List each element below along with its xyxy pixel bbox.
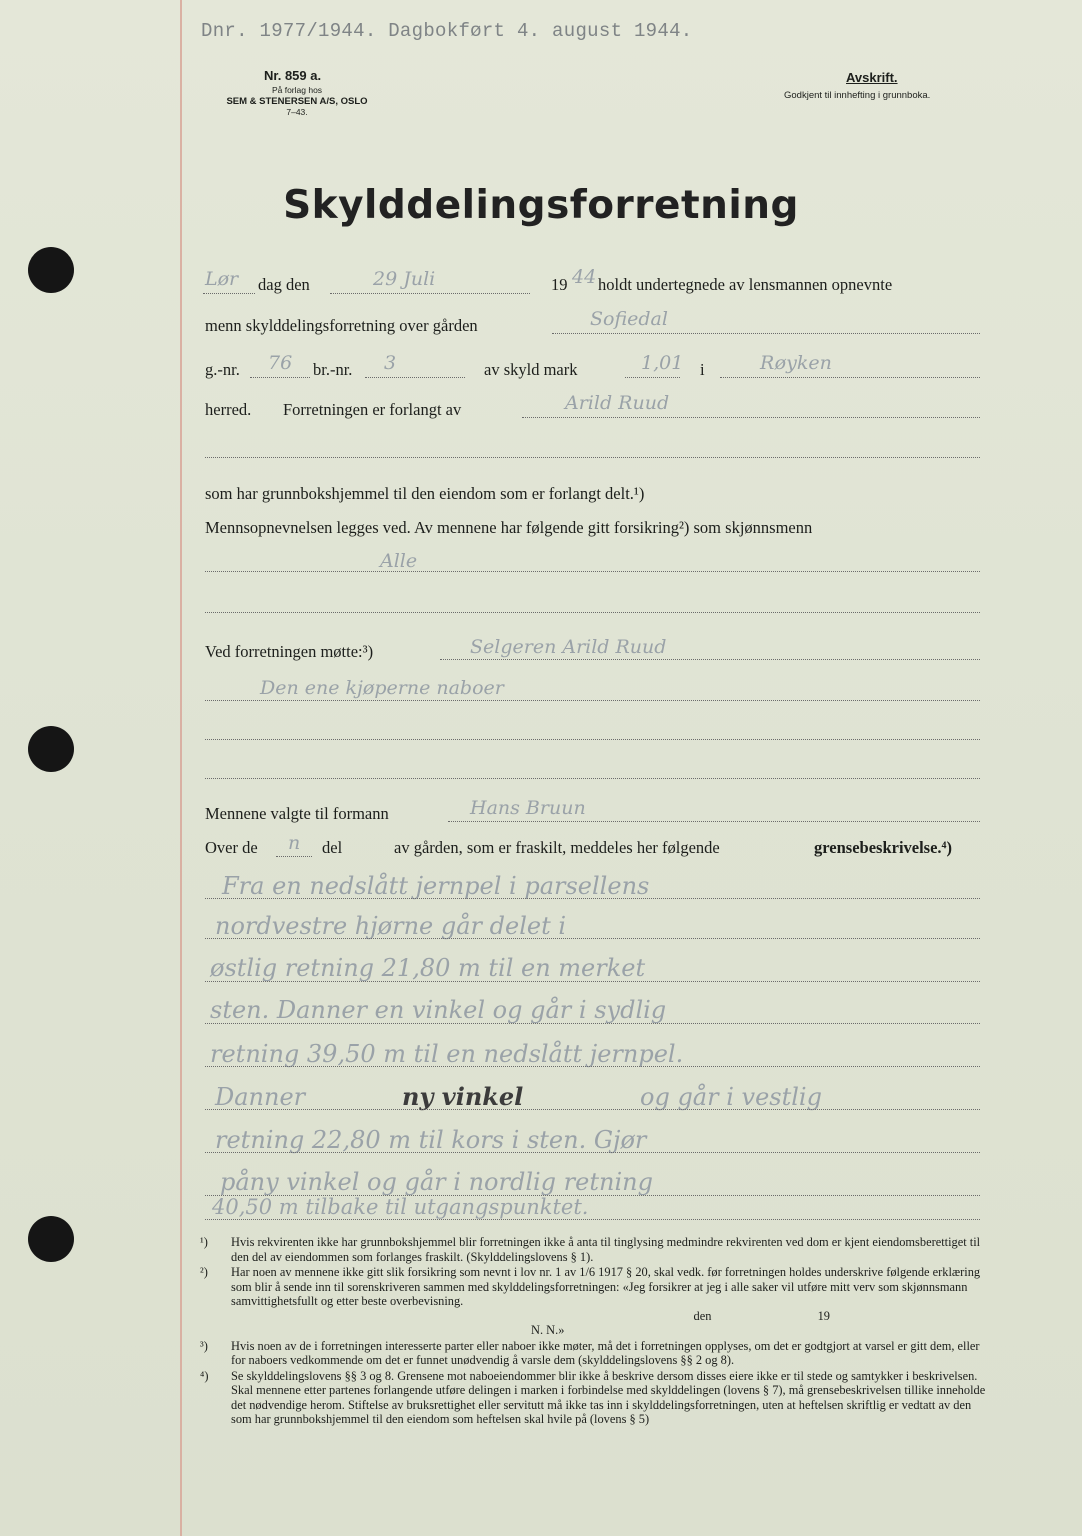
form-text: br.-nr. [313,360,353,379]
footnote [200,1235,990,1264]
hw-desc-line: Danner [215,1083,306,1111]
form-text: del [322,838,343,857]
footnote-text: Hvis noen av de i forretningen interesserte parter eller naboer ikke møter, må det i forretningen opplyses, om det er godtgjort at varsel er gitt dem, eller for naboers vedkommende om det er funnet unødvendig å varsle dem (skylddelingslovens §§ 2 og 8). [231,1338,980,1367]
form-text: dag den [258,275,310,294]
fill-line [250,377,310,378]
footnotes [200,1235,990,1428]
footnote [200,1265,990,1338]
hw-chairman: Hans Bruun [470,797,586,819]
signature-nn: N. N.» [531,1323,565,1337]
hw-mark: 1,01 [641,352,684,374]
hw-requester: Arild Ruud [565,392,670,414]
hw-desc-line: sten. Danner en vinkel og går i sydlig [210,996,667,1024]
fill-line [522,417,980,418]
printer-line-3: 7–43. [286,107,308,117]
form-text: som har grunnbokshjemmel til den eiendom som er forlangt delt.¹) [205,484,645,503]
hw-desc-line: retning 22,80 m til kors i sten. Gjør [215,1126,647,1154]
form-text: Ved forretningen møtte:³) [205,642,374,661]
form-text: 19 [551,275,568,294]
fill-line [330,293,530,294]
footnote-text: Har noen av mennene ikke gitt slik forsikring som nevnt i lov nr. 1 av 1/6 1917 § 20, skal vedk. før forretningen holdes underskrive følgende erklæring som blir å sende inn til sorenskriveren sammen med skylddelingsforretningen: «Jeg forsikrer at jeg i alle saker vil utføre mitt verv som skjønnsmann samvittighetsfullt og etter beste overbevisning. [231,1265,981,1308]
fill-line [205,1109,980,1110]
fill-line [440,659,980,660]
hw-desc-line: nordvestre hjørne går delet i [215,912,567,940]
hw-gnr: 76 [268,352,293,374]
punch-hole-middle [28,726,74,772]
printer-imprint [222,85,372,118]
fill-line [625,377,680,378]
hw-desc-line: østlig retning 21,80 m til en merket [210,954,646,982]
hw-present-1: Selgeren Arild Ruud [470,636,667,658]
form-text: herred. [205,400,252,419]
fill-line [205,1219,980,1220]
form-text: Forretningen er forlangt av [283,400,462,419]
hw-fraction: n [288,832,301,854]
fill-line [205,898,980,899]
hw-weekday: Lør [205,268,239,290]
fill-line [205,700,980,701]
form-text: g.-nr. [205,360,240,379]
hw-bnr: 3 [384,352,397,374]
fill-line [205,938,980,939]
fill-line [205,612,980,613]
page-title: Skylddelingsforretning [283,183,799,228]
fill-line [205,1152,980,1153]
form-number: Nr. 859 a. [264,68,322,83]
fill-line [205,778,980,779]
form-text: Mennsopnevnelsen legges ved. Av mennene har følgende gitt forsikring²) som skjønnsmenn [205,518,813,537]
signature-line [231,1309,990,1324]
footnote-text: Hvis rekvirenten ikke har grunnbokshjemmel blir forretningen ikke å anta til tinglysing medmindre rekvirenten ved dom er kjent eiendomsberettiget til den del av eiendommen som forlanges fraskilt. (Skylddelingslovens § 1). [231,1235,981,1264]
hw-desc-line: 40,50 m tilbake til utgangspunktet. [212,1195,589,1219]
hw-herred: Røyken [760,352,832,374]
fill-line [205,571,980,572]
hw-farm: Sofiedal [590,308,668,330]
fill-line [205,1023,980,1024]
form-text: i [700,360,705,379]
form-text: Mennene valgte til formann [205,804,389,823]
hw-desc-emphasis: ny vinkel [402,1082,524,1111]
signature-year: 19 [817,1308,830,1323]
footnote-mark: ¹) [200,1235,208,1249]
punch-hole-bottom [28,1216,74,1262]
printer-line-1: På forlag hos [271,85,323,95]
form-text-bold: grensebeskrivelse.⁴) [814,838,952,857]
signature-place: den [693,1308,712,1323]
fill-line [365,377,465,378]
footnote-text: Se skylddelingslovens §§ 3 og 8. Grensene mot naboeiendommer blir ikke å beskrive dersom disses eiere ikke er til stede og samtykker i beskrivelsen. Skal mennene etter partenes forlangende utføre delingen i marken i forbindelse med skylddelingen (lovens § 7), må grensebeskrivelsen tillike inneholde det nødvendige herom. Stiftelse av bruksrettighet eller servitutt må ikke tas inn i skylddelingsforretningen, uten at heftelsen skriftlig er vedtatt av den som har grunnbokshjemmel til den eiendom som heftelsen skal hvile på (lovens § 5) [231,1368,986,1426]
copy-label: Avskrift. [846,70,898,85]
form-text: menn skylddelingsforretning over gården [205,316,478,335]
footnote-mark: ²) [200,1265,208,1279]
fill-line [276,856,312,857]
footnote [200,1369,990,1427]
form-text: Over de [205,838,258,857]
hw-desc-line: påny vinkel og går i nordlig retning [220,1168,653,1196]
fill-line [448,821,980,822]
fill-line [552,333,980,334]
margin-rule [180,0,182,1536]
hw-desc-line: og går i vestlig [640,1083,822,1111]
form-text: av skyld mark [484,360,578,379]
punch-hole-top [28,247,74,293]
footnote-mark: ⁴) [200,1368,209,1383]
form-text: av gården, som er fraskilt, meddeles her følgende [394,838,720,857]
hw-present-2: Den ene kjøperne naboer [260,677,504,699]
fill-line [205,981,980,982]
hw-date: 29 Juli [373,268,436,290]
footnote-mark: ³) [200,1338,208,1353]
form-text: holdt undertegnede av lensmannen opnevnte [598,275,893,294]
approval-note: Godkjent til innhefting i grunnboka. [784,90,931,101]
fill-line [205,1066,980,1067]
fill-line [720,377,980,378]
hw-desc-line: Fra en nedslått jernpel i parsellens [222,872,650,900]
fill-line [205,457,980,458]
fill-line [203,293,255,294]
fill-line [205,739,980,740]
registry-stamp: Dnr. 1977/1944. Dagbokført 4. august 1944. [201,20,693,42]
hw-desc-line: retning 39,50 m til en nedslått jernpel. [210,1040,684,1068]
printer-line-2: SEM & STENERSEN A/S, OSLO [226,96,368,107]
footnote [200,1339,990,1368]
hw-year: 44 [572,266,597,288]
hw-men: Alle [380,550,418,572]
